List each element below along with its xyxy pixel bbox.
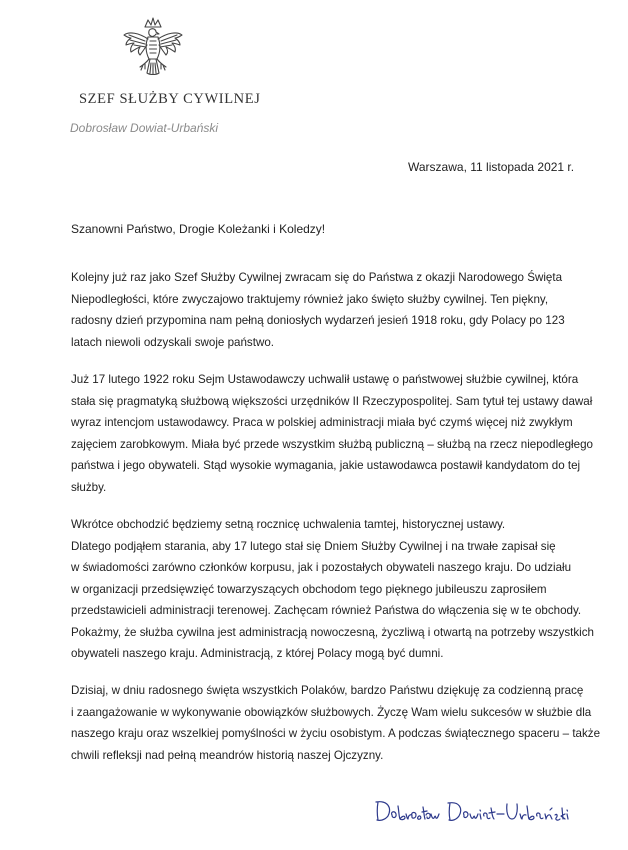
text-line: Wkrótce obchodzić będziemy setną rocznicę uchwalenia tamtej, historycznej ustawy. xyxy=(71,518,506,531)
text-line: stała się pragmatyką służbową większości urzędników II Rzeczypospolitej. Sam tytuł tej ustawy dawał xyxy=(71,394,593,408)
text-line: Niepodległości, które zwyczajowo traktujemy również jako święto służby cywilnej. Ten piękny, xyxy=(71,292,549,306)
handwritten-signature xyxy=(370,790,570,830)
text-line: Pokażmy, że służba cywilna jest administracją nowoczesną, życzliwą i otwartą na potrzeby wszystkich xyxy=(71,625,594,639)
text-line: obywateli naszego kraju. Administracją, z której Polacy mogą być dumni. xyxy=(71,647,444,660)
text-line: Kolejny już raz jako Szef Służby Cywilnej zwracam się do Państwa z okazji Narodowego Święta xyxy=(71,271,563,284)
text-line: wyraz intencjom ustawodawcy. Praca w polskiej administracji miała być czymś więcej niż zwykłym xyxy=(71,416,573,429)
text-line: radosny dzień przypomina nam pełną doniosłych wydarzeń jesień 1918 roku, gdy Polacy po 123 xyxy=(71,314,565,327)
paragraph-4 xyxy=(71,680,600,766)
text-line: państwa i jego obywateli. Stąd wysokie wymagania, jakie ustawodawca postawił kandydatom do tej xyxy=(71,459,581,472)
text-line: Dzisiaj, w dniu radosnego święta wszystkich Polaków, bardzo Państwu dziękuję za codzienną pracę xyxy=(71,684,584,697)
text-line: Już 17 lutego 1922 roku Sejm Ustawodawczy uchwalił ustawę o państwowej służbie cywilnej, która xyxy=(71,373,579,386)
text-line: i zaangażowanie w wykonywanie obowiązków służbowych. Życzę Wam wielu sukcesów w służbie dla xyxy=(71,705,592,719)
paragraph-2 xyxy=(71,369,593,498)
text-line: w organizacji przedsięwzięć towarzyszących obchodom tego pięknego jubileuszu zaprosiłem xyxy=(71,582,547,596)
text-line: w świadomości zarówno członków korpusu, jak i pozostałych obywateli naszego kraju. Do udziału xyxy=(71,561,572,574)
letter-date: Warszawa, 11 listopada 2021 r. xyxy=(408,160,575,174)
salutation: Szanowni Państwo, Drogie Koleżanki i Koledzy! xyxy=(71,222,326,236)
paragraph-3 xyxy=(71,514,594,665)
office-title: SZEF SŁUŻBY CYWILNEJ xyxy=(79,91,261,107)
text-line: chwili refleksji nad pełną meandrów historią naszej Ojczyzny. xyxy=(71,748,384,762)
polish-eagle-emblem-icon xyxy=(121,15,185,87)
official-name: Dobrosław Dowiat-Urbański xyxy=(70,121,219,135)
paragraph-1 xyxy=(71,267,565,353)
text-line: Dlatego podjąłem starania, aby 17 lutego stał się Dniem Służby Cywilnej i na trwałe zapisał się xyxy=(71,539,556,553)
text-line: naszego kraju oraz wszelkiej pomyślności w życiu osobistym. A podczas świątecznego spaceru – także xyxy=(71,727,601,740)
text-line: zajęciem zarobkowym. Miała być przede wszystkim służbą publiczną – służbą na rzecz niepodległego xyxy=(71,437,593,451)
text-line: latach niewoli odzyskali swoje państwo. xyxy=(71,335,274,349)
text-line: służby. xyxy=(71,480,107,494)
text-line: przedstawicieli administracji terenowej. Zachęcam również Państwa do włączenia się w te obchody. xyxy=(71,604,582,617)
